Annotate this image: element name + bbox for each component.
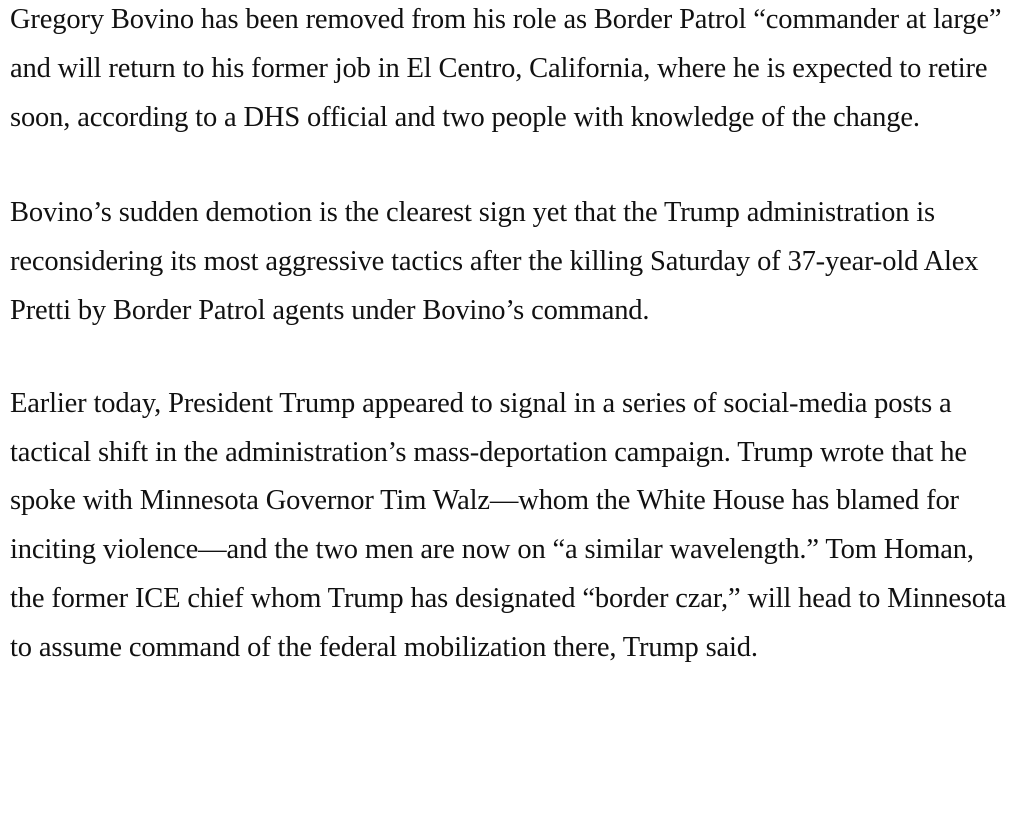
article-paragraph-2: Bovino’s sudden demotion is the clearest sign yet that the Trump administration is reconsidering its most aggressive tactics after the killing Saturday of 37-year-old Alex Pretti by Border Patrol agents under Bovino’s command. [10, 197, 979, 326]
article-paragraph-1: Gregory Bovino has been removed from his role as Border Patrol “commander at large” and will return to his former job in El Centro, California, where he is expected to retire soon, according to a DHS official and two people with knowledge of the change. [10, 4, 1002, 133]
article-paragraph-3: Earlier today, President Trump appeared to signal in a series of social-media posts a tactical shift in the administration’s mass-deportation campaign. Trump wrote that he spoke with Minnesota Governor Tim Walz—whom the White House has blamed for inciting violence—and the two men are now on “a similar wavelength.” Tom Homan, the former ICE chief whom Trump has designated “border czar,” will head to Minnesota to assume command of the federal mobilization there, Trump said. [10, 387, 1007, 663]
